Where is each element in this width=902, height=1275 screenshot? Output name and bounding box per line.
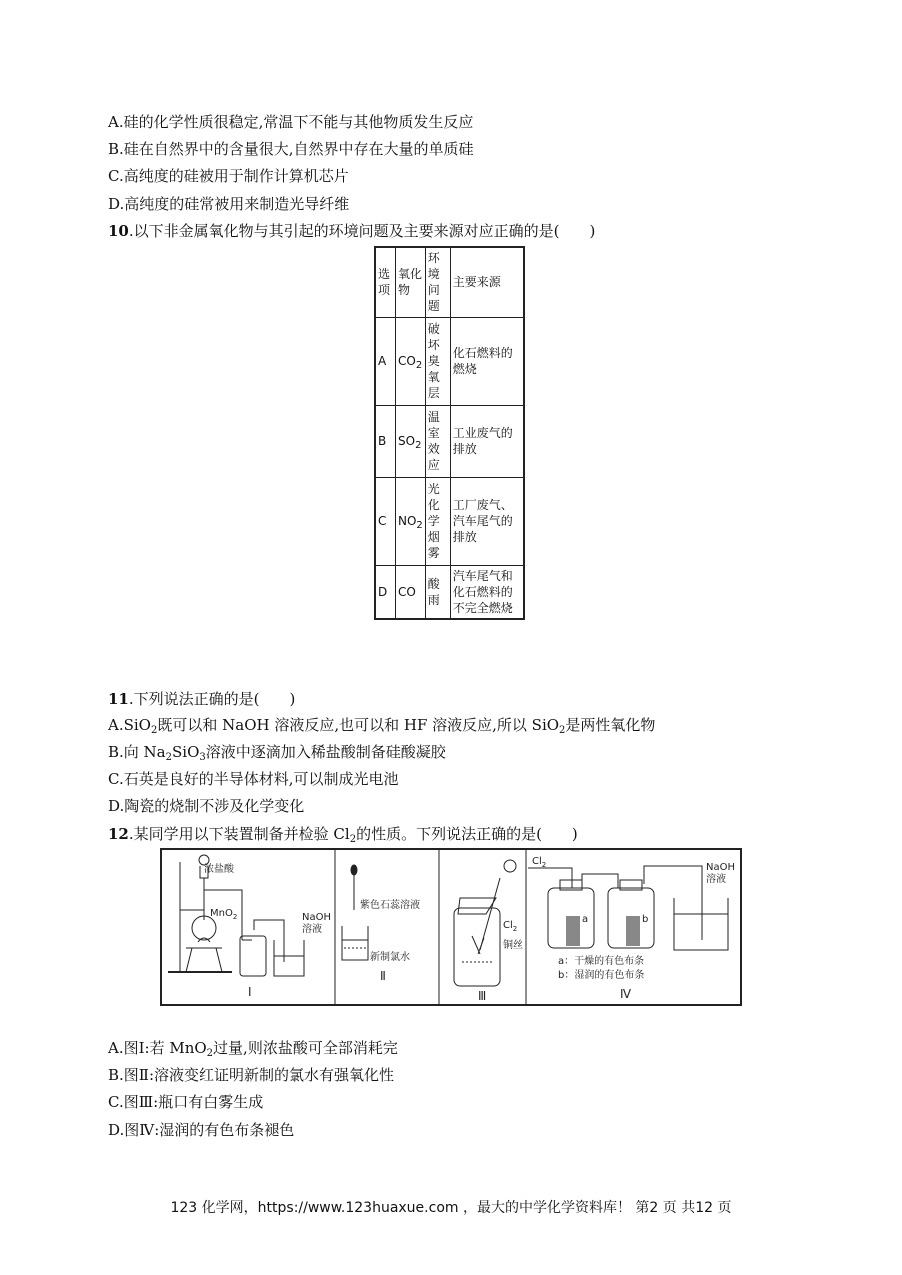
q11-option-a: A.SiO$_2$既可以和 NaOH 溶液反应,也可以和 HF 溶液反应,所以 SiO$_2$是两性氧化物: [108, 716, 656, 736]
cloth-b-marker: b: [642, 914, 649, 925]
panel-4-apparatus: [528, 866, 728, 950]
header-oxide: 氧化物: [396, 247, 426, 317]
row-oxide: $SO_2$: [396, 405, 426, 477]
q9-option-a: A.硅的化学性质很稳定,常温下不能与其他物质发生反应: [108, 113, 474, 131]
q11-option-b: B.向 $Na_2SiO_3$溶液中逐滴加入稀盐酸制备硅酸凝胶: [108, 743, 446, 763]
row-source: 工厂废气、汽车尾气的排放: [450, 477, 524, 565]
hcl-label: 浓盐酸: [204, 864, 234, 875]
q9-option-d: D.高纯度的硅常被用来制造光导纤维: [108, 195, 350, 213]
naoh-label-1: NaOH: [302, 912, 331, 923]
q9-option-b: B.硅在自然界中的含量很大,自然界中存在大量的单质硅: [108, 140, 474, 158]
table-row: [375, 477, 524, 565]
copper-wire-label: 铜丝: [503, 940, 523, 951]
row-issue: 酸雨: [425, 565, 450, 619]
q9-option-c: C.高纯度的硅被用于制作计算机芯片: [108, 167, 349, 185]
q10-number: 10: [108, 222, 129, 240]
q10-stem: [108, 221, 595, 241]
row-issue: 温室效应: [425, 405, 450, 477]
table-row: [375, 317, 524, 405]
row-source: 工业废气的排放: [450, 405, 524, 477]
q12-number: 12: [108, 825, 129, 843]
environment-table: [374, 246, 525, 620]
cl2-label-4: $Cl_2$: [532, 856, 547, 869]
chlorine-water-label: 新制氯水: [370, 952, 410, 963]
apparatus-figure: [160, 848, 742, 1006]
cl2-label-3: $Cl_2$: [503, 920, 518, 933]
row-issue: 破坏臭氧层: [425, 317, 450, 405]
row-oxide: $CO_2$: [396, 317, 426, 405]
row-issue: 光化学烟雾: [425, 477, 450, 565]
row-option: B: [375, 405, 396, 477]
table-row: [375, 405, 524, 477]
note-wet-cloth: b：湿润的有色布条: [558, 970, 645, 981]
panel-1-label: Ⅰ: [248, 985, 252, 999]
row-source: 汽车尾气和化石燃料的不完全燃烧: [450, 565, 524, 619]
panel-4-label: Ⅳ: [620, 987, 632, 1001]
q11-option-d: D.陶瓷的烧制不涉及化学变化: [108, 797, 305, 815]
q12-option-b: B.图Ⅱ:溶液变红证明新制的氯水有强氧化性: [108, 1066, 395, 1084]
litmus-label: 紫色石蕊溶液: [360, 900, 420, 911]
naoh-solution-label-4: 溶液: [706, 874, 726, 885]
panel-2-label: Ⅱ: [380, 969, 386, 983]
q11-stem: [108, 689, 295, 709]
row-source: 化石燃料的燃烧: [450, 317, 524, 405]
row-option: A: [375, 317, 396, 405]
q11-number: 11: [108, 690, 129, 708]
panel-3-label: Ⅲ: [478, 989, 487, 1003]
q12-option-d: D.图Ⅳ:湿润的有色布条褪色: [108, 1121, 295, 1139]
naoh-solution-label-1: 溶液: [302, 924, 322, 935]
panel-2-apparatus: [342, 865, 368, 960]
note-dry-cloth: a：干燥的有色布条: [558, 956, 645, 967]
row-oxide: $NO_2$: [396, 477, 426, 565]
page-footer: 123 化学网，https://www.123huaxue.com ，最大的中学化学资料库！ 第2 页 共12 页: [170, 1200, 732, 1216]
naoh-label-4: NaOH: [706, 862, 735, 873]
table-row: [375, 565, 524, 619]
q12-option-c: C.图Ⅲ:瓶口有白雾生成: [108, 1093, 264, 1111]
header-option: 选项: [375, 247, 396, 317]
q12-option-a: A.图Ⅰ:若 MnO$_2$过量,则浓盐酸可全部消耗完: [108, 1039, 398, 1059]
table-header-row: [375, 247, 524, 317]
q11-stem-text: .下列说法正确的是( ): [128, 690, 296, 708]
row-oxide: CO: [396, 565, 426, 619]
q11-option-c: C.石英是良好的半导体材料,可以制成光电池: [108, 770, 399, 788]
q12-stem: 12.某同学用以下装置制备并检验 $Cl_2$的性质。下列说法正确的是( ): [108, 825, 578, 845]
mno2-label: MnO$_2$: [210, 908, 238, 921]
row-option: C: [375, 477, 396, 565]
header-issue: 环境问题: [425, 247, 450, 317]
row-option: D: [375, 565, 396, 619]
q10-stem-text: .以下非金属氧化物与其引起的环境问题及主要来源对应正确的是( ): [128, 222, 596, 240]
cloth-a-marker: a: [582, 914, 589, 925]
header-source: 主要来源: [450, 247, 524, 317]
